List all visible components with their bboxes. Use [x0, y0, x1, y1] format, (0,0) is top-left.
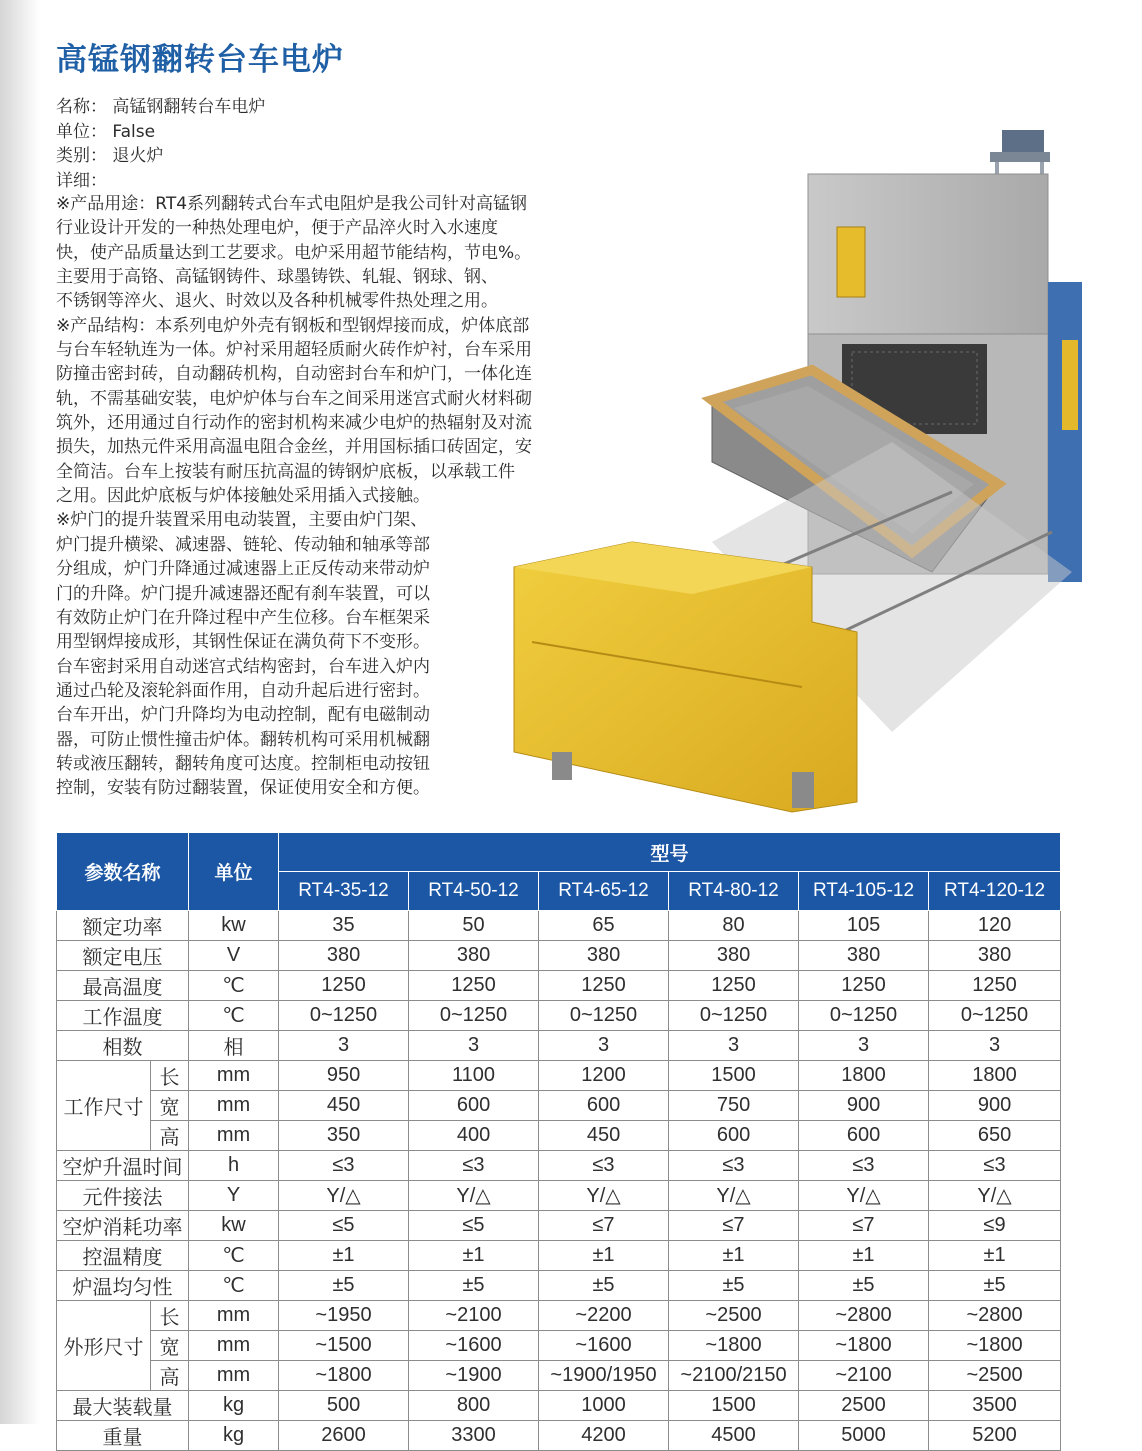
- param-group-name: 外形尺寸: [57, 1301, 151, 1391]
- product-meta: [56, 95, 265, 193]
- param-value: 900: [929, 1091, 1061, 1121]
- param-value: 0~1250: [539, 1001, 669, 1031]
- param-value: 1250: [409, 971, 539, 1001]
- description-line: 快，使产品质量达到工艺要求。电炉采用超节能结构，节电%。: [56, 242, 532, 263]
- param-value: 35: [279, 911, 409, 941]
- param-value: ~1950: [279, 1301, 409, 1331]
- param-unit: mm: [189, 1121, 279, 1151]
- description-line: 全简洁。台车上按装有耐压抗高温的铸钢炉底板，以承载工件: [56, 461, 515, 482]
- param-value: ≤5: [279, 1211, 409, 1241]
- table-row: [57, 1061, 1061, 1091]
- description-line: 行业设计开发的一种热处理电炉，便于产品淬火时入水速度: [56, 218, 498, 239]
- param-value: 400: [409, 1121, 539, 1151]
- furnace-photo: [512, 112, 1092, 820]
- header-model: RT4-65-12: [539, 872, 669, 911]
- description-line: 轨，不需基础安装，电炉炉体与台车之间采用迷宫式耐火材料砌: [56, 388, 532, 409]
- page-title: 高锰钢翻转台车电炉: [56, 42, 344, 78]
- param-name: 炉温均匀性: [57, 1271, 189, 1301]
- param-value: 900: [799, 1091, 929, 1121]
- description-line: 不锈钢等淬火、退火、时效以及各种机械零件热处理之用。: [56, 291, 498, 312]
- param-value: ≤3: [279, 1151, 409, 1181]
- param-unit: V: [189, 941, 279, 971]
- param-value: 1100: [409, 1061, 539, 1091]
- param-value: 380: [279, 941, 409, 971]
- param-value: 0~1250: [799, 1001, 929, 1031]
- param-value: 4500: [669, 1421, 799, 1451]
- param-value: 650: [929, 1121, 1061, 1151]
- page-left-shade: [0, 0, 40, 1424]
- param-value: ±1: [409, 1241, 539, 1271]
- param-value: 3300: [409, 1421, 539, 1451]
- param-value: 2600: [279, 1421, 409, 1451]
- param-value: ~2800: [799, 1301, 929, 1331]
- param-value: ±5: [799, 1271, 929, 1301]
- meta-name: 名称： 高锰钢翻转台车电炉: [56, 97, 266, 117]
- description-line: ※炉门的提升装置采用电动装置，主要由炉门架、: [56, 510, 428, 531]
- param-unit: kg: [189, 1421, 279, 1451]
- param-value: 0~1250: [669, 1001, 799, 1031]
- table-row: [57, 971, 1061, 1001]
- param-value: 600: [669, 1121, 799, 1151]
- table-row: [57, 941, 1061, 971]
- param-unit: mm: [189, 1301, 279, 1331]
- param-unit: h: [189, 1151, 279, 1181]
- header-param: 参数名称: [57, 833, 189, 911]
- param-value: ±5: [539, 1271, 669, 1301]
- param-value: ~2100/2150: [669, 1361, 799, 1391]
- param-value: 4200: [539, 1421, 669, 1451]
- param-value: 600: [799, 1121, 929, 1151]
- table-row: [57, 1001, 1061, 1031]
- param-unit: kw: [189, 911, 279, 941]
- param-value: 0~1250: [409, 1001, 539, 1031]
- param-value: ±5: [929, 1271, 1061, 1301]
- cart-leg-right: [792, 772, 814, 808]
- table-row: [57, 1391, 1061, 1421]
- param-value: ~2200: [539, 1301, 669, 1331]
- param-value: ≤9: [929, 1211, 1061, 1241]
- param-sub-name: 长: [151, 1061, 189, 1091]
- param-value: ~2800: [929, 1301, 1061, 1331]
- param-value: 380: [539, 941, 669, 971]
- param-value: 380: [929, 941, 1061, 971]
- param-value: ≤3: [409, 1151, 539, 1181]
- param-value: 380: [799, 941, 929, 971]
- param-value: 800: [409, 1391, 539, 1421]
- param-unit: mm: [189, 1331, 279, 1361]
- param-value: ~1900/1950: [539, 1361, 669, 1391]
- param-unit: mm: [189, 1091, 279, 1121]
- param-sub-name: 长: [151, 1301, 189, 1331]
- hoist-beam: [990, 152, 1050, 162]
- param-value: 1250: [799, 971, 929, 1001]
- param-value: Y/△: [929, 1181, 1061, 1211]
- param-value: 3: [799, 1031, 929, 1061]
- param-name: 额定功率: [57, 911, 189, 941]
- description-line: 通过凸轮及滚轮斜面作用，自动升起后进行密封。: [56, 680, 430, 701]
- param-sub-name: 高: [151, 1121, 189, 1151]
- header-model: RT4-105-12: [799, 872, 929, 911]
- header-unit: 单位: [189, 833, 279, 911]
- param-value: 65: [539, 911, 669, 941]
- table-row: [57, 1361, 1061, 1391]
- table-row: [57, 1331, 1061, 1361]
- param-value: ±1: [279, 1241, 409, 1271]
- param-value: ~2100: [409, 1301, 539, 1331]
- param-name: 空炉消耗功率: [57, 1211, 189, 1241]
- param-value: 80: [669, 911, 799, 941]
- description-line: 分组成，炉门升降通过减速器上正反传动来带动炉: [56, 559, 430, 580]
- table-row: [57, 1121, 1061, 1151]
- param-value: 450: [279, 1091, 409, 1121]
- cart-leg-left: [552, 752, 572, 780]
- param-value: 5200: [929, 1421, 1061, 1451]
- table-row: [57, 1151, 1061, 1181]
- param-value: 3: [929, 1031, 1061, 1061]
- param-value: ~2500: [929, 1361, 1061, 1391]
- param-value: 1250: [669, 971, 799, 1001]
- param-value: ±1: [539, 1241, 669, 1271]
- param-value: 3: [409, 1031, 539, 1061]
- param-value: 350: [279, 1121, 409, 1151]
- param-value: 3: [279, 1031, 409, 1061]
- meta-category: 类别： 退火炉: [56, 146, 164, 166]
- description-line: 台车密封采用自动迷宫式结构密封，台车进入炉内: [56, 656, 430, 677]
- param-name: 重量: [57, 1421, 189, 1451]
- param-unit: kw: [189, 1211, 279, 1241]
- param-name: 空炉升温时间: [57, 1151, 189, 1181]
- param-value: ~1500: [279, 1331, 409, 1361]
- param-value: Y/△: [409, 1181, 539, 1211]
- param-value: ±5: [279, 1271, 409, 1301]
- param-unit: Y: [189, 1181, 279, 1211]
- description-line: 防撞击密封砖，自动翻砖机构，自动密封台车和炉门，一体化连: [56, 364, 532, 385]
- param-value: ~2500: [669, 1301, 799, 1331]
- param-value: 1250: [539, 971, 669, 1001]
- header-model: RT4-50-12: [409, 872, 539, 911]
- param-value: Y/△: [799, 1181, 929, 1211]
- param-value: 1250: [929, 971, 1061, 1001]
- param-value: ±5: [409, 1271, 539, 1301]
- param-value: 1500: [669, 1061, 799, 1091]
- param-value: 3: [539, 1031, 669, 1061]
- param-value: ~1800: [279, 1361, 409, 1391]
- description-line: ※产品用途：RT4系列翻转式台车式电阻炉是我公司针对高锰钢: [56, 194, 528, 214]
- param-value: ~1800: [669, 1331, 799, 1361]
- param-value: 1000: [539, 1391, 669, 1421]
- spec-table-body: [57, 911, 1061, 1451]
- param-unit: mm: [189, 1061, 279, 1091]
- param-value: 380: [669, 941, 799, 971]
- param-unit: ℃: [189, 971, 279, 1001]
- furnace-side-panel: [1048, 282, 1082, 582]
- param-value: 600: [409, 1091, 539, 1121]
- header-model: RT4-80-12: [669, 872, 799, 911]
- description-line: 转或液压翻转，翻转角度可达度。控制柜电动按钮: [56, 753, 430, 774]
- param-unit: 相: [189, 1031, 279, 1061]
- table-row: [57, 1091, 1061, 1121]
- param-value: 950: [279, 1061, 409, 1091]
- param-value: 450: [539, 1121, 669, 1151]
- param-value: 750: [669, 1091, 799, 1121]
- param-name: 工作温度: [57, 1001, 189, 1031]
- description-line: 有效防止炉门在升降过程中产生位移。台车框架采: [56, 607, 430, 628]
- hoist-motor: [1002, 130, 1044, 152]
- param-value: ≤3: [929, 1151, 1061, 1181]
- param-value: 120: [929, 911, 1061, 941]
- param-value: ~2100: [799, 1361, 929, 1391]
- description-line: 与台车轻轨连为一体。炉衬采用超轻质耐火砖作炉衬，台车采用: [56, 340, 532, 361]
- param-unit: mm: [189, 1361, 279, 1391]
- param-value: 3500: [929, 1391, 1061, 1421]
- param-unit: kg: [189, 1391, 279, 1421]
- meta-unit: 单位： False: [56, 121, 156, 142]
- param-value: Y/△: [539, 1181, 669, 1211]
- param-value: ≤7: [669, 1211, 799, 1241]
- param-value: 500: [279, 1391, 409, 1421]
- param-value: ±1: [669, 1241, 799, 1271]
- meta-detail: 详细：: [56, 170, 107, 191]
- param-name: 最大装载量: [57, 1391, 189, 1421]
- param-value: 0~1250: [279, 1001, 409, 1031]
- description-line: 门的升降。炉门提升减速器还配有刹车装置，可以: [56, 583, 430, 604]
- param-value: 380: [409, 941, 539, 971]
- param-value: ~1800: [929, 1331, 1061, 1361]
- param-value: Y/△: [279, 1181, 409, 1211]
- header-model: RT4-120-12: [929, 872, 1061, 911]
- param-value: 1800: [929, 1061, 1061, 1091]
- table-row: [57, 1031, 1061, 1061]
- param-value: ≤7: [539, 1211, 669, 1241]
- param-value: 3: [669, 1031, 799, 1061]
- description-line: 用型钢焊接成形，其钢性保证在满负荷下不变形。: [56, 632, 430, 653]
- param-name: 元件接法: [57, 1181, 189, 1211]
- param-value: 1800: [799, 1061, 929, 1091]
- param-value: 2500: [799, 1391, 929, 1421]
- param-name: 控温精度: [57, 1241, 189, 1271]
- param-unit: ℃: [189, 1271, 279, 1301]
- param-value: 0~1250: [929, 1001, 1061, 1031]
- product-description: [56, 192, 578, 801]
- param-value: ~1600: [409, 1331, 539, 1361]
- param-value: Y/△: [669, 1181, 799, 1211]
- param-value: ≤3: [539, 1151, 669, 1181]
- param-value: 5000: [799, 1421, 929, 1451]
- param-value: ~1600: [539, 1331, 669, 1361]
- param-unit: ℃: [189, 1001, 279, 1031]
- param-value: ≤5: [409, 1211, 539, 1241]
- table-row: [57, 911, 1061, 941]
- param-name: 额定电压: [57, 941, 189, 971]
- table-row: [57, 1271, 1061, 1301]
- param-value: ~1900: [409, 1361, 539, 1391]
- param-value: ~1800: [799, 1331, 929, 1361]
- table-row: [57, 1421, 1061, 1451]
- description-line: 筑外，还用通过自行动作的密封机构来减少电炉的热辐射及对流: [56, 413, 532, 434]
- param-unit: ℃: [189, 1241, 279, 1271]
- table-row: [57, 1211, 1061, 1241]
- spec-table: [56, 832, 1061, 1451]
- description-line: 主要用于高铬、高锰钢铸件、球墨铸铁、轧辊、钢球、钢、: [56, 267, 498, 288]
- param-value: ≤3: [799, 1151, 929, 1181]
- param-name: 最高温度: [57, 971, 189, 1001]
- param-value: 1200: [539, 1061, 669, 1091]
- param-value: ±1: [929, 1241, 1061, 1271]
- description-line: ※产品结构：本系列电炉外壳有钢板和型钢焊接而成，炉体底部: [56, 315, 530, 336]
- control-box: [837, 227, 865, 297]
- side-control-box: [1062, 340, 1078, 430]
- param-name: 相数: [57, 1031, 189, 1061]
- description-line: 炉门提升横梁、减速器、链轮、传动轴和轴承等部: [56, 534, 430, 555]
- param-value: 1500: [669, 1391, 799, 1421]
- param-sub-name: 高: [151, 1361, 189, 1391]
- param-sub-name: 宽: [151, 1331, 189, 1361]
- param-value: ≤3: [669, 1151, 799, 1181]
- table-row: [57, 1301, 1061, 1331]
- param-value: ±1: [799, 1241, 929, 1271]
- description-line: 之用。因此炉底板与炉体接触处采用插入式接触。: [56, 486, 430, 507]
- table-row: [57, 1241, 1061, 1271]
- header-model-group: 型号: [279, 833, 1061, 872]
- description-line: 控制，安装有防过翻装置，保证使用安全和方便。: [56, 778, 430, 799]
- table-row: [57, 1181, 1061, 1211]
- param-value: ≤7: [799, 1211, 929, 1241]
- header-model: RT4-35-12: [279, 872, 409, 911]
- description-line: 台车开出，炉门升降均为电动控制，配有电磁制动: [56, 705, 430, 726]
- param-value: ±5: [669, 1271, 799, 1301]
- param-value: 105: [799, 911, 929, 941]
- description-line: 损失，加热元件采用高温电阻合金丝，并用国标插口砖固定，安: [56, 437, 532, 458]
- param-value: 50: [409, 911, 539, 941]
- param-value: 1250: [279, 971, 409, 1001]
- description-line: 器，可防止惯性撞击炉体。翻转机构可采用机械翻: [56, 729, 430, 750]
- param-group-name: 工作尺寸: [57, 1061, 151, 1151]
- param-sub-name: 宽: [151, 1091, 189, 1121]
- param-value: 600: [539, 1091, 669, 1121]
